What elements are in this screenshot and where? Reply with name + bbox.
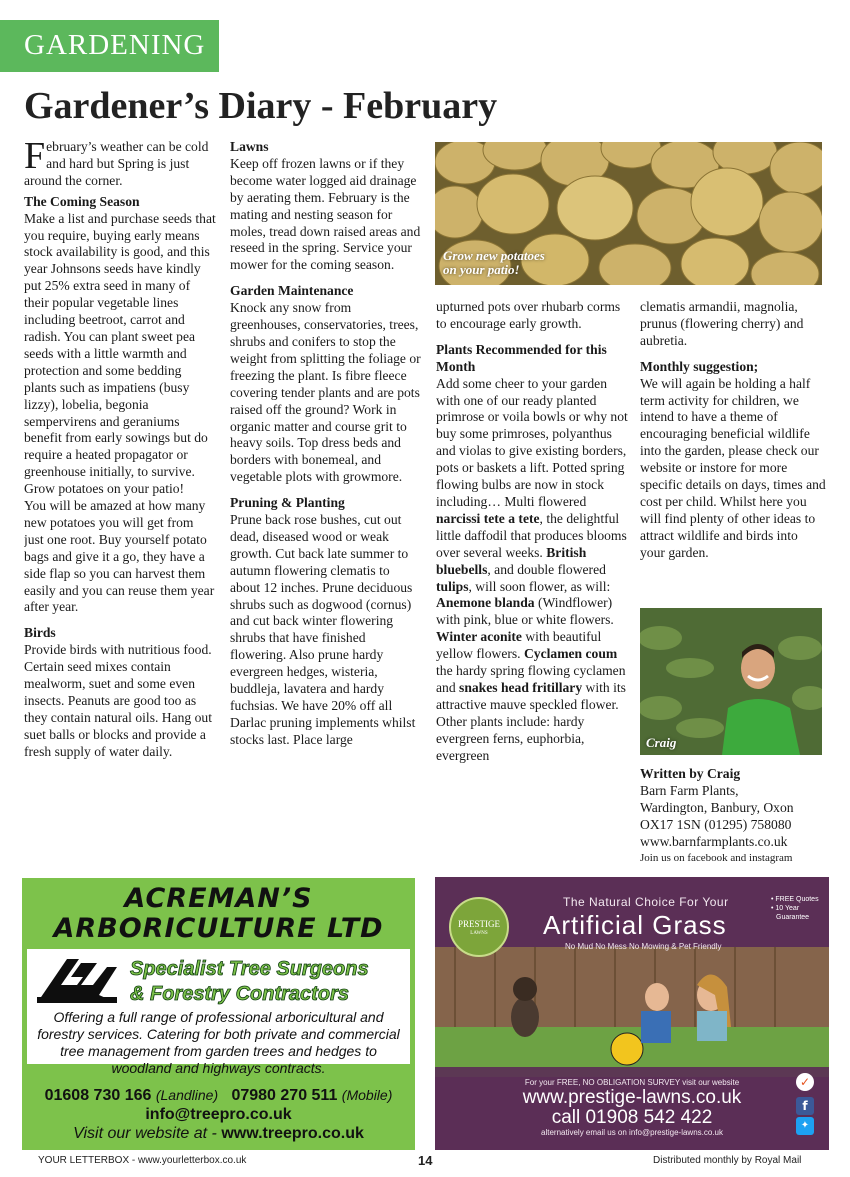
acreman-heading-line-1: ACREMAN’S [124, 883, 313, 914]
prestige-advert[interactable] [435, 877, 829, 1150]
acreman-email[interactable]: info@treepro.co.uk [145, 1106, 292, 1123]
craig-caption: Craig [646, 735, 677, 750]
acreman-specialist [130, 957, 369, 1007]
lawns-text: Keep off frozen lawns or if they become water logged aid drainage by aerating them. February is the mating and nesting season for moles, tread down raised areas and reseed in the spring. Service your mower for the coming season. [230, 155, 421, 273]
craig-illustration [640, 608, 822, 755]
column-3 [436, 299, 628, 869]
intro-paragraph [24, 139, 216, 190]
pruning-text: Prune back rose bushes, cut out dead, diseased wood or weak growth. Cut back late summer to autumn flowering clematis to about 12 inches. Prune deciduous shrubs such as dogwood (cornus) and cut back winter flowering shrubs that have finished flowering. Also prune hardy evergreen hedges, wisteria, buddleja, lavatera and hardy fuchsias. We have 20% off all Darlac pruning implements whilst stocks last. Place large [230, 512, 416, 747]
coming-season-text: Make a list and purchase seeds that you require, buying early means stock availability is good, and this year Johnsons seeds have kindly put 25% extra seed in many of their popular vegetable lines including beetroot, carrot and radish. You can plant sweet pea seeds with a little warmth and protection and some bedding plants such as impatiens (busy lizzy), lobelia, begonia sempervirens and geraniums benefit from early sowings but do require a heated propagator or greenhouse initially, to survive. Grow potatoes on your patio! [24, 210, 216, 497]
coming-season-text-2: You will be amazed at how many new potatoes you will get from just one root. Buy yourself potato bags and give it a go, they have a side flap so you can harvest them easily and you can reuse them year after year. [24, 498, 215, 615]
prestige-subline: No Mud No Mess No Mowing & Pet Friendly [565, 942, 722, 951]
potatoes-caption-line-2: on your patio! [443, 262, 520, 277]
reviews-badge-icon[interactable]: ✓ [796, 1073, 814, 1091]
monthly-suggestion-text: We will again be holding a half term activity for children, we intend to have a theme of encouraging beneficial wildlife into the garden, please check our website or instore for more specific details on days, times and cost per child. Whilst here you will find plenty of other ideas to attract wildlife and birds into your garden. [640, 375, 826, 560]
dropcap: F [24, 139, 46, 177]
intro-text: ebruary’s weather can be cold and hard but Spring is just around the corner. [24, 139, 209, 188]
continued-text-col4: clematis armandii, magnolia, prunus (flowering cherry) and aubretia. [640, 299, 804, 348]
prestige-survey: For your FREE, NO OBLIGATION SURVEY visit our website [524, 1078, 740, 1087]
acreman-description: Offering a full range of professional arboricultural and forestry services. Catering for both private and commercial tree management from garden trees and hedges to woodland and highways contracts. [37, 1009, 400, 1076]
potatoes-caption-line-1: Grow new potatoes [443, 248, 545, 263]
benefit-guarantee: • 10 Year [771, 905, 800, 912]
prestige-tagline: The Natural Choice For Your [563, 895, 729, 909]
heading-monthly-suggestion: Monthly suggestion; [640, 358, 759, 374]
section-tag [0, 20, 219, 72]
acreman-website[interactable]: www.treepro.co.uk [221, 1125, 364, 1142]
heading-birds: Birds [24, 625, 56, 641]
craig-photo [640, 608, 822, 755]
social-note: Join us on facebook and instagram [640, 851, 793, 864]
author-signature [640, 766, 830, 865]
acreman-mobile[interactable]: 07980 270 511 [231, 1087, 338, 1104]
acreman-info-box [27, 949, 410, 1076]
acreman-advert[interactable] [22, 878, 415, 1150]
acreman-logo-icon [37, 959, 117, 1003]
continued-text: upturned pots over rhubarb corms to encourage early growth. [436, 299, 621, 331]
benefit-guarantee-2: Guarantee [776, 914, 810, 921]
prestige-email[interactable]: alternatively email us on info@prestige-lawns.co.uk [541, 1128, 723, 1137]
heading-maintenance: Garden Maintenance [230, 283, 354, 299]
column-1 [24, 139, 216, 869]
plants-text: Add some cheer to your garden with one of our ready planted primrose or voila bowls or why not buy some primroses, polyanthus and violas to give existing borders, pots or baskets a lift. Potted spring flowing bulbs are now in stock including… Multi flowered narcissi tete a tete, the delightful little daffodil that produces blooms over several weeks. British bluebells, and double flowered tulips, will soon flower, as will: Anemone blanda (Windflower) with pink, blue or white flowers. Winter aconite with beautiful yellow flowers. Cyclamen coum the hardy spring flowing cyclamen and snakes head fritillary with its attractive mauve speckled flower. Other plants include: hardy evergreen ferns, euphorbia, evergreen [436, 375, 628, 763]
prestige-website[interactable]: www.prestige-lawns.co.uk [522, 1087, 742, 1108]
acreman-heading [22, 884, 415, 944]
website-link[interactable]: www.barnfarmplants.co.uk [640, 833, 788, 849]
prestige-phone[interactable]: call 01908 542 422 [551, 1107, 713, 1128]
written-by: Written by Craig [640, 766, 741, 781]
birds-text: Provide birds with nutritious food. Certain seed mixes contain mealworm, suet and some even insects. Peanuts are good too as they contain natural oils. Hang out suet balls or blocks and provide a fresh supply of water daily. [24, 642, 213, 759]
acreman-landline[interactable]: 01608 730 166 [44, 1087, 152, 1104]
acreman-visit-label: Visit our website at - [73, 1125, 222, 1142]
page-title: Gardener’s Diary - February [24, 85, 498, 127]
section-tag-label: GARDENING [24, 29, 206, 61]
potatoes-photo [435, 142, 822, 285]
landline-label: (Landline) [155, 1087, 219, 1103]
heading-coming-season: The Coming Season [24, 193, 140, 209]
acreman-specialist-line-1: Specialist Tree Surgeons [130, 958, 369, 980]
address-line-2: Wardington, Banbury, Oxon [640, 799, 794, 815]
heading-lawns: Lawns [230, 139, 269, 154]
benefit-free-quotes: • FREE Quotes [771, 896, 819, 903]
heading-plants-recommended: Plants Recommended for this Month [436, 341, 607, 374]
prestige-headline: Artificial Grass [543, 910, 727, 940]
mobile-label: (Mobile) [341, 1087, 393, 1103]
column-2 [230, 139, 422, 869]
facebook-icon[interactable]: f [796, 1097, 814, 1115]
address-line-1: Barn Farm Plants, [640, 782, 739, 798]
acreman-contact [22, 1086, 415, 1143]
address-line-3: OX17 1SN (01295) 758080 [640, 816, 792, 832]
acreman-specialist-line-2: & Forestry Contractors [130, 983, 349, 1005]
prestige-benefits [771, 895, 819, 922]
twitter-icon[interactable]: ✦ [796, 1117, 814, 1135]
column-4 [640, 299, 826, 604]
prestige-logo [449, 897, 509, 957]
maintenance-text: Knock any snow from greenhouses, conservatories, trees, shrubs and conifers to stop the weight from splitting the foliage or freezing the plant. Is fibre fleece covering tender plants and are pots raised off the ground? Work in organic matter and course grit to heavy soils. Top dress beds and borders with bonemeal, and vegetable plots with growmore. [230, 300, 421, 485]
footer-distribution: Distributed monthly by Royal Mail [653, 1155, 802, 1166]
prestige-logo-sub: LAWNS [470, 931, 488, 936]
heading-pruning: Pruning & Planting [230, 495, 345, 511]
acreman-heading-line-2: ARBORICULTURE LTD [53, 913, 384, 944]
footer-publication: YOUR LETTERBOX - www.yourletterbox.co.uk [38, 1155, 247, 1166]
page-number: 14 [418, 1153, 433, 1168]
prestige-logo-name: PRESTIGE [457, 919, 500, 929]
